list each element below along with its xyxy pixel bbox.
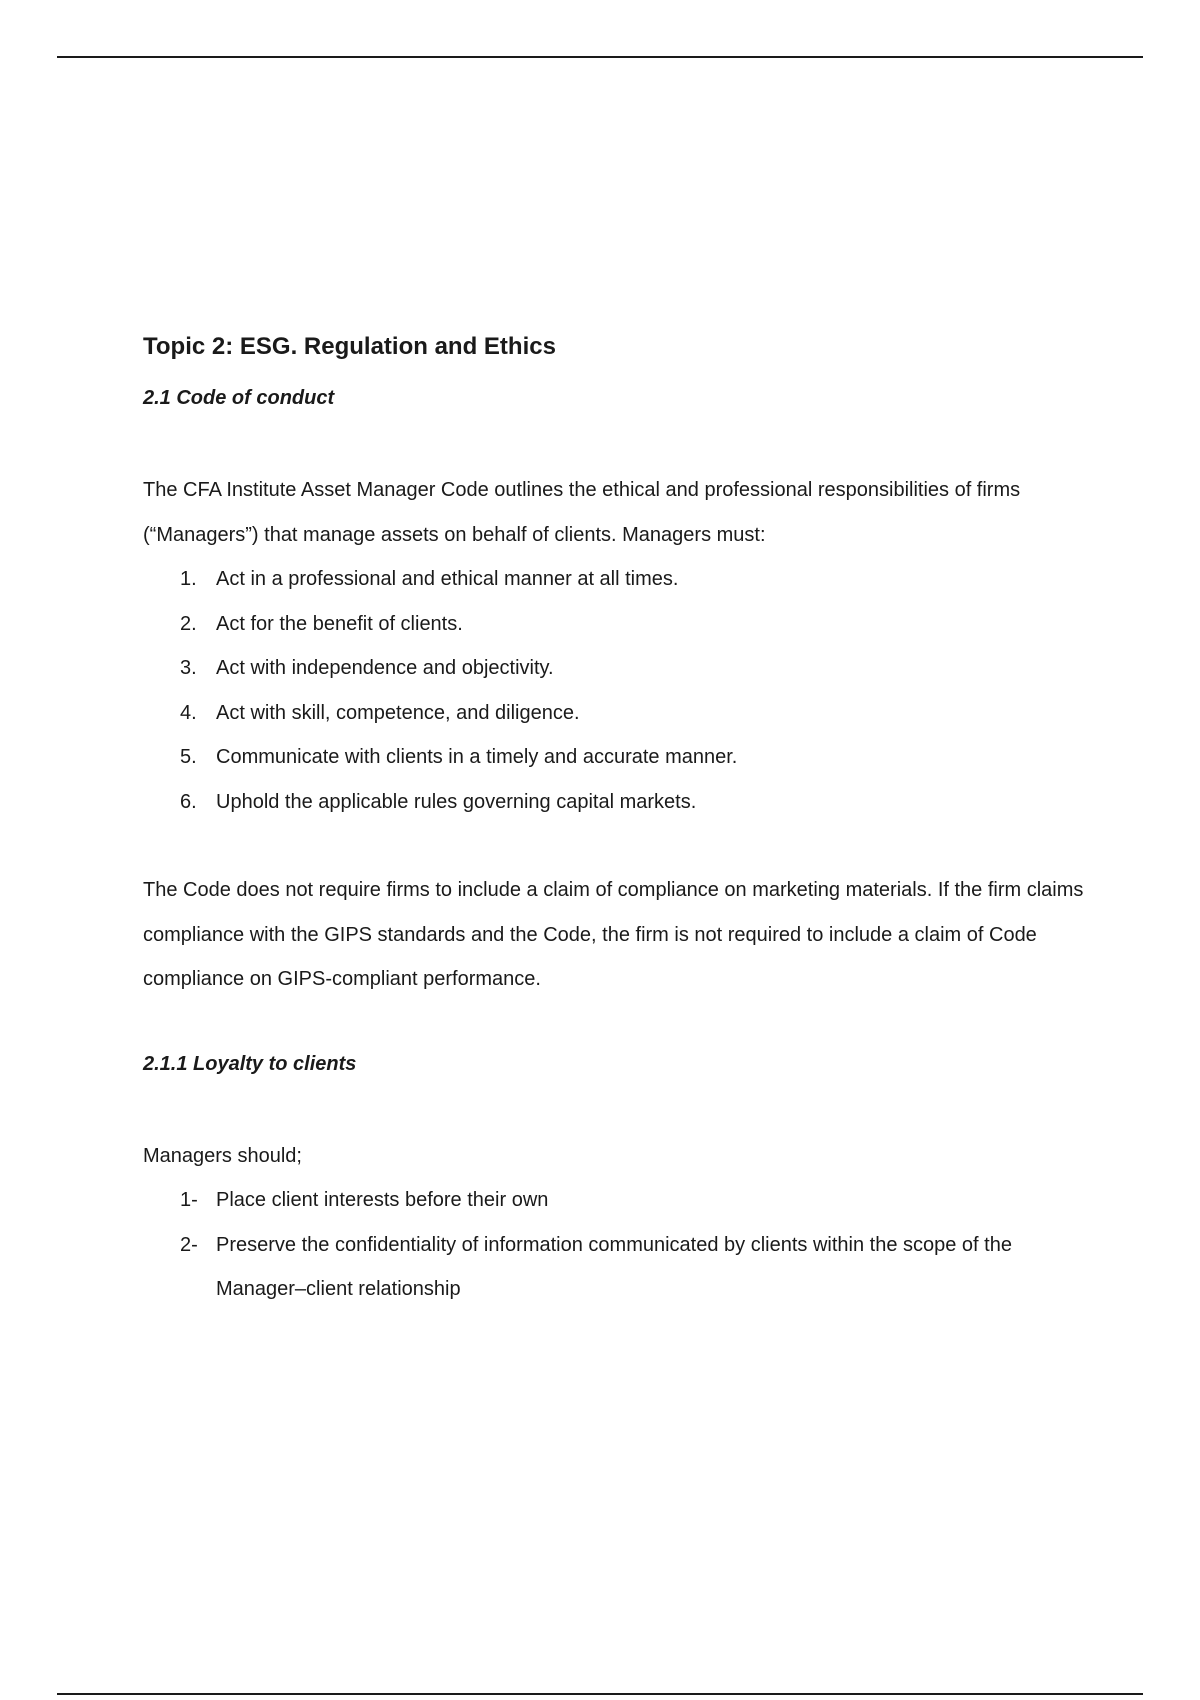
list-item-number: 3. xyxy=(180,657,197,679)
list-item-number: 2. xyxy=(180,612,197,635)
list-item-number: 4. xyxy=(180,701,197,724)
list-item-number: 6. xyxy=(180,790,197,813)
list-item-text: Uphold the applicable rules governing capital markets. xyxy=(216,790,697,813)
list-item xyxy=(143,780,1103,825)
list-item-number: 5. xyxy=(180,746,197,768)
list-item-text: Act in a professional and ethical manner at all times. xyxy=(216,568,679,590)
list-item xyxy=(143,602,1103,647)
list-item xyxy=(143,691,1103,736)
list-item xyxy=(143,1223,1103,1312)
topic-title: Topic 2: ESG. Regulation and Ethics xyxy=(143,333,556,360)
list-item xyxy=(143,1178,1103,1223)
list-item xyxy=(143,557,1103,602)
list-item xyxy=(143,646,1103,691)
section-heading: 2.1 Code of conduct xyxy=(143,387,335,409)
code-compliance-paragraph: The Code does not require firms to include a claim of compliance on marketing materials. If the firm claims compliance with the GIPS standards and the Code, the firm is not required to include a claim of Code compliance on GIPS-compliant performance. xyxy=(143,879,1084,990)
top-rule xyxy=(57,56,1143,58)
loyalty-list xyxy=(143,1178,1103,1312)
list-item xyxy=(143,735,1103,780)
list-item-number: 2- xyxy=(180,1233,198,1256)
list-item-number: 1- xyxy=(180,1189,198,1211)
subsection-heading: 2.1.1 Loyalty to clients xyxy=(143,1052,357,1075)
list-item-number: 1. xyxy=(180,568,197,590)
list-item-text: Place client interests before their own xyxy=(216,1189,549,1211)
manager-duties-list xyxy=(143,557,1103,824)
intro-paragraph: The CFA Institute Asset Manager Code outlines the ethical and professional responsibilities of firms (“Managers”) that manage assets on behalf of clients. Managers must: xyxy=(143,479,1021,546)
list-item-text: Preserve the confidentiality of information communicated by clients within the scope of the Manager–client relationship xyxy=(216,1233,1012,1300)
managers-should-label: Managers should; xyxy=(143,1144,302,1167)
list-item-text: Act with independence and objectivity. xyxy=(216,657,554,679)
list-item-text: Act for the benefit of clients. xyxy=(216,612,463,635)
list-item-text: Communicate with clients in a timely and accurate manner. xyxy=(216,746,738,768)
document-body xyxy=(143,328,1103,1312)
list-item-text: Act with skill, competence, and diligence. xyxy=(216,701,580,724)
bottom-rule xyxy=(57,1693,1143,1695)
